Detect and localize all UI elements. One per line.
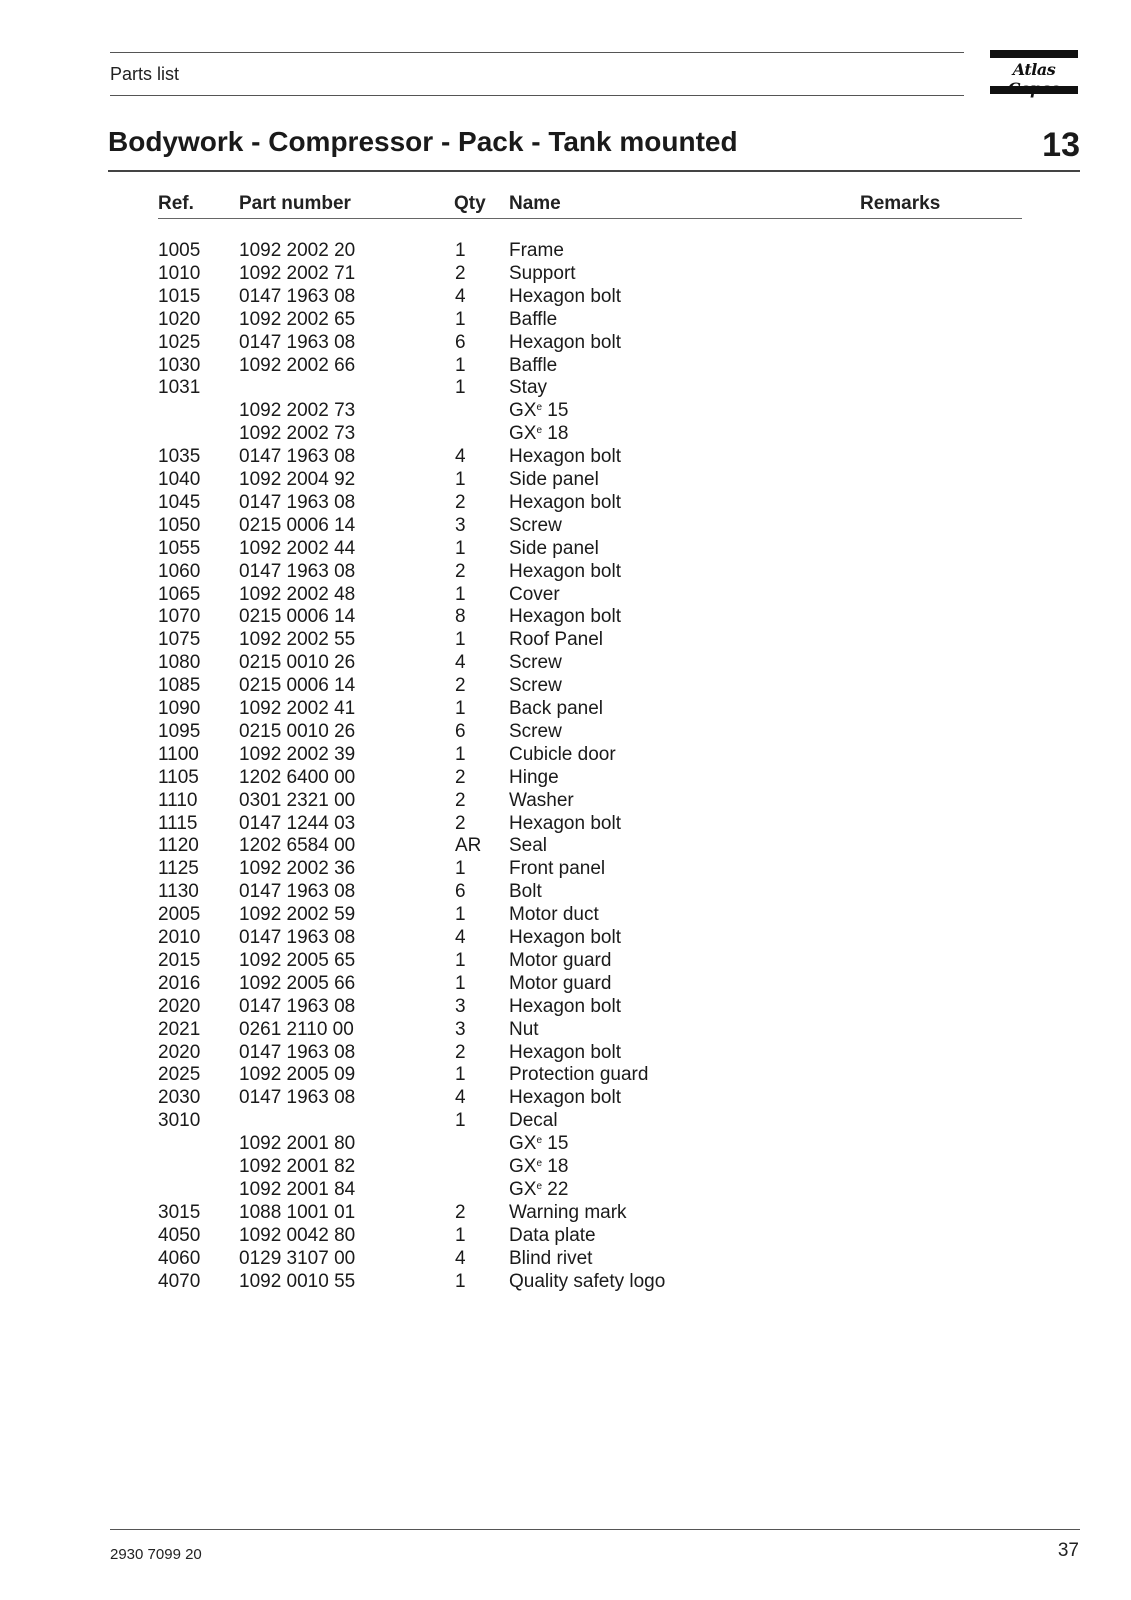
table-row: [0, 561, 1131, 584]
table-row: [0, 790, 1131, 813]
table-row: [0, 309, 1131, 332]
table-row: [0, 973, 1131, 996]
cell-name: [509, 973, 611, 995]
cell-name-text: GX: [509, 1133, 537, 1154]
cell-name-text: Screw: [509, 675, 562, 696]
cell-part-number: 0147 1963 08: [239, 332, 356, 353]
cell-name-text: Hexagon bolt: [509, 996, 621, 1017]
cell-part-number: 1092 2004 92: [239, 469, 356, 490]
cell-part-number: 0147 1963 08: [239, 286, 356, 307]
cell-ref: 1095: [158, 721, 201, 742]
cell-qty: 1: [455, 1271, 466, 1292]
cell-name: [509, 675, 562, 697]
cell-name: [509, 1019, 539, 1041]
cell-name-text: GX: [509, 1179, 537, 1200]
cell-name-text: Frame: [509, 240, 564, 261]
cell-part-number: 1092 2001 84: [239, 1179, 356, 1200]
cell-name: [509, 813, 621, 835]
cell-part-number: 0215 0006 14: [239, 675, 356, 696]
cell-qty: 1: [455, 904, 466, 925]
cell-qty: 4: [455, 927, 466, 948]
cell-ref: 1115: [158, 813, 198, 834]
cell-name-text: Stay: [509, 377, 548, 398]
cell-name: [509, 1133, 568, 1155]
cell-name-suffix: 15: [542, 1133, 569, 1154]
cell-ref: 1080: [158, 652, 201, 673]
cell-name-text: Hexagon bolt: [509, 813, 621, 834]
cell-ref: 2021: [158, 1019, 201, 1040]
cell-ref: 2025: [158, 1064, 201, 1085]
table-row: [0, 629, 1131, 652]
cell-name: [509, 1225, 596, 1247]
cell-ref: 4060: [158, 1248, 201, 1269]
cell-qty: 2: [455, 561, 466, 582]
cell-qty: 6: [455, 332, 466, 353]
table-row: [0, 377, 1131, 400]
cell-ref: 2020: [158, 996, 201, 1017]
table-row: [0, 400, 1131, 423]
cell-ref: 2015: [158, 950, 201, 971]
cell-name-text: Washer: [509, 790, 574, 811]
cell-part-number: 0147 1963 08: [239, 881, 356, 902]
table-row: [0, 813, 1131, 836]
cell-name-text: GX: [509, 400, 537, 421]
cell-part-number: 1092 2005 65: [239, 950, 356, 971]
cell-qty: 1: [455, 744, 466, 765]
cell-name-text: Back panel: [509, 698, 604, 719]
table-row: [0, 858, 1131, 881]
footer-page-number: 37: [1057, 1540, 1079, 1561]
table-row: [0, 263, 1131, 286]
cell-qty: 1: [455, 584, 466, 605]
cell-name: [509, 858, 605, 880]
header-label: Parts list: [110, 64, 180, 84]
cell-ref: 2020: [158, 1042, 201, 1063]
cell-qty: 4: [455, 446, 466, 467]
cell-qty: AR: [455, 835, 482, 856]
cell-ref: 1100: [158, 744, 199, 765]
cell-name-text: Quality safety logo: [509, 1271, 666, 1292]
table-row: [0, 1087, 1131, 1110]
footer-document-number: 2930 7099 20: [110, 1546, 202, 1563]
cell-name: [509, 1248, 592, 1270]
cell-ref: 1030: [158, 355, 201, 376]
cell-part-number: 1092 2002 44: [239, 538, 356, 559]
cell-name-text: Warning mark: [509, 1202, 627, 1223]
cell-name-superscript: e: [536, 1158, 543, 1169]
table-row: [0, 927, 1131, 950]
cell-name-text: Seal: [509, 835, 548, 856]
cell-name-text: Hexagon bolt: [509, 446, 621, 467]
cell-qty: 1: [455, 1064, 466, 1085]
table-row: [0, 446, 1131, 469]
cell-name-superscript: e: [536, 402, 543, 413]
cell-part-number: 1092 2002 41: [239, 698, 356, 719]
table-row: [0, 950, 1131, 973]
cell-qty: 1: [455, 950, 466, 971]
cell-name: [509, 1064, 648, 1086]
table-row: [0, 606, 1131, 629]
cell-name-text: Motor guard: [509, 950, 612, 971]
cell-ref: 1050: [158, 515, 201, 536]
cell-name-text: Side panel: [509, 469, 599, 490]
cell-ref: 2005: [158, 904, 201, 925]
cell-name: [509, 309, 557, 331]
cell-name-text: Hexagon bolt: [509, 1042, 621, 1063]
cell-name-text: Motor duct: [509, 904, 599, 925]
cell-qty: 1: [455, 469, 466, 490]
cell-part-number: 0147 1963 08: [239, 446, 356, 467]
cell-name: [509, 1271, 665, 1293]
cell-name: [509, 744, 616, 766]
cell-name: [509, 606, 621, 628]
cell-ref: 1090: [158, 698, 201, 719]
cell-qty: 4: [455, 1248, 466, 1269]
cell-name: [509, 423, 568, 445]
cell-ref: 1065: [158, 584, 201, 605]
cell-part-number: 0147 1963 08: [239, 996, 356, 1017]
cell-name: [509, 584, 560, 606]
cell-ref: 1025: [158, 332, 201, 353]
table-row: [0, 835, 1131, 858]
cell-ref: 1045: [158, 492, 201, 513]
cell-name: [509, 469, 599, 491]
cell-part-number: 1092 2002 73: [239, 423, 356, 444]
cell-qty: 1: [455, 1110, 466, 1131]
cell-name-text: Hexagon bolt: [509, 1087, 621, 1108]
cell-ref: 4050: [158, 1225, 201, 1246]
table-row: [0, 1225, 1131, 1248]
table-row: [0, 1179, 1131, 1202]
cell-name-text: Side panel: [509, 538, 599, 559]
cell-part-number: 1092 2002 55: [239, 629, 356, 650]
table-row: [0, 332, 1131, 355]
table-row: [0, 881, 1131, 904]
cell-name-suffix: 18: [542, 423, 569, 444]
table-row: [0, 584, 1131, 607]
cell-name: [509, 515, 562, 537]
col-header-name: Name: [509, 193, 561, 214]
logo-wordmark: Atlas: [1012, 60, 1056, 79]
table-header-rule: [158, 218, 1022, 219]
logo-bottom-bar: [990, 86, 1078, 94]
cell-name-text: Nut: [509, 1019, 539, 1040]
cell-ref: 1120: [158, 835, 199, 856]
cell-name: [509, 446, 621, 468]
atlas-copco-logo: [990, 50, 1078, 94]
table-row: [0, 286, 1131, 309]
cell-part-number: 0147 1963 08: [239, 1042, 356, 1063]
cell-name: [509, 790, 574, 812]
cell-qty: 1: [455, 355, 466, 376]
cell-name: [509, 286, 621, 308]
cell-part-number: 0215 0010 26: [239, 721, 356, 742]
cell-ref: 2010: [158, 927, 201, 948]
cell-name: [509, 629, 603, 651]
cell-qty: 4: [455, 286, 466, 307]
cell-name-text: Front panel: [509, 858, 606, 879]
cell-name-text: Cover: [509, 584, 560, 605]
cell-name-suffix: 22: [542, 1179, 569, 1200]
cell-qty: 2: [455, 492, 466, 513]
cell-qty: 6: [455, 881, 466, 902]
cell-ref: 3010: [158, 1110, 201, 1131]
cell-name: [509, 1110, 558, 1132]
cell-name: [509, 1042, 621, 1064]
section-number: 13: [1042, 126, 1080, 164]
cell-name-text: Screw: [509, 515, 562, 536]
cell-ref: 1040: [158, 469, 201, 490]
cell-part-number: 0129 3107 00: [239, 1248, 356, 1269]
cell-name: [509, 538, 599, 560]
cell-qty: 1: [455, 240, 466, 261]
table-row: [0, 904, 1131, 927]
cell-ref: 2016: [158, 973, 201, 994]
table-row: [0, 240, 1131, 263]
cell-name-superscript: e: [536, 425, 543, 436]
cell-name-text: Blind rivet: [509, 1248, 593, 1269]
cell-ref: 1085: [158, 675, 201, 696]
cell-qty: 2: [455, 813, 466, 834]
cell-name-text: Hexagon bolt: [509, 492, 621, 513]
cell-part-number: 0147 1963 08: [239, 561, 356, 582]
cell-part-number: 1092 2001 80: [239, 1133, 356, 1154]
cell-name-text: Bolt: [509, 881, 542, 902]
cell-name: [509, 1202, 627, 1224]
cell-ref: 4070: [158, 1271, 201, 1292]
cell-qty: 1: [455, 698, 466, 719]
cell-qty: 1: [455, 309, 466, 330]
cell-qty: 3: [455, 1019, 466, 1040]
cell-ref: 1015: [158, 286, 201, 307]
cell-name: [509, 927, 621, 949]
cell-ref: 3015: [158, 1202, 201, 1223]
cell-name-suffix: 15: [542, 400, 569, 421]
table-row: [0, 1156, 1131, 1179]
cell-qty: 1: [455, 538, 466, 559]
cell-name: [509, 355, 557, 377]
cell-name-suffix: 18: [542, 1156, 569, 1177]
cell-name-text: Hexagon bolt: [509, 927, 621, 948]
cell-part-number: 1092 2002 71: [239, 263, 356, 284]
cell-part-number: 0147 1963 08: [239, 1087, 356, 1108]
cell-name: [509, 652, 562, 674]
cell-qty: 1: [455, 629, 466, 650]
col-header-ref: Ref.: [158, 193, 194, 214]
table-row: [0, 1064, 1131, 1087]
table-row: [0, 767, 1131, 790]
cell-part-number: 0215 0006 14: [239, 515, 356, 536]
table-row: [0, 1110, 1131, 1133]
table-row: [0, 1248, 1131, 1271]
cell-part-number: 1088 1001 01: [239, 1202, 356, 1223]
cell-name-superscript: e: [536, 1135, 543, 1146]
cell-name-text: Screw: [509, 652, 562, 673]
cell-part-number: 1202 6400 00: [239, 767, 356, 788]
cell-ref: 1031: [158, 377, 201, 398]
cell-part-number: 1092 2002 48: [239, 584, 356, 605]
cell-ref: 1060: [158, 561, 201, 582]
logo-top-bar: [990, 50, 1078, 58]
cell-name-text: Data plate: [509, 1225, 596, 1246]
cell-name-text: Motor guard: [509, 973, 612, 994]
cell-part-number: 1092 2002 20: [239, 240, 356, 261]
cell-name-superscript: e: [536, 1181, 543, 1192]
cell-name-text: GX: [509, 1156, 537, 1177]
cell-qty: 8: [455, 606, 466, 627]
cell-part-number: 1092 2005 66: [239, 973, 356, 994]
page-title: Bodywork - Compressor - Pack - Tank mounted: [108, 126, 738, 157]
cell-name-text: Hexagon bolt: [509, 332, 621, 353]
cell-name-text: Decal: [509, 1110, 558, 1131]
cell-ref: 1130: [158, 881, 199, 902]
cell-name: [509, 240, 564, 262]
cell-part-number: 1092 2005 09: [239, 1064, 356, 1085]
table-row: [0, 538, 1131, 561]
cell-name-text: Hexagon bolt: [509, 561, 621, 582]
cell-name: [509, 1179, 568, 1201]
cell-name: [509, 377, 547, 399]
cell-part-number: 1092 2001 82: [239, 1156, 356, 1177]
cell-ref: 1035: [158, 446, 201, 467]
table-row: [0, 675, 1131, 698]
cell-name-text: Baffle: [509, 355, 558, 376]
col-header-part-number: Part number: [239, 193, 351, 214]
header-top-rule: [110, 52, 964, 53]
cell-name: [509, 492, 621, 514]
cell-name: [509, 996, 621, 1018]
table-row: [0, 469, 1131, 492]
cell-name-text: Roof Panel: [509, 629, 604, 650]
cell-name: [509, 400, 568, 422]
cell-qty: 6: [455, 721, 466, 742]
cell-ref: 1010: [158, 263, 201, 284]
cell-name: [509, 721, 562, 743]
title-rule: [108, 170, 1080, 172]
cell-name: [509, 767, 559, 789]
cell-qty: 2: [455, 767, 466, 788]
cell-name: [509, 904, 599, 926]
table-row: [0, 1133, 1131, 1156]
cell-part-number: 1092 2002 65: [239, 309, 356, 330]
cell-part-number: 0301 2321 00: [239, 790, 356, 811]
cell-qty: 2: [455, 790, 466, 811]
cell-name-text: Hinge: [509, 767, 559, 788]
cell-part-number: 0147 1963 08: [239, 492, 356, 513]
table-row: [0, 1019, 1131, 1042]
table-row: [0, 492, 1131, 515]
cell-ref: 1055: [158, 538, 201, 559]
cell-name: [509, 698, 603, 720]
table-row: [0, 721, 1131, 744]
table-row: [0, 698, 1131, 721]
cell-ref: 1005: [158, 240, 201, 261]
cell-part-number: 1092 2002 59: [239, 904, 356, 925]
cell-name-text: Cubicle door: [509, 744, 616, 765]
cell-name-text: Hexagon bolt: [509, 286, 621, 307]
cell-name-text: Hexagon bolt: [509, 606, 621, 627]
cell-ref: 1020: [158, 309, 201, 330]
cell-name-text: Baffle: [509, 309, 558, 330]
table-row: [0, 744, 1131, 767]
cell-qty: 1: [455, 858, 466, 879]
cell-part-number: 1092 0010 55: [239, 1271, 356, 1292]
table-row: [0, 1202, 1131, 1225]
cell-part-number: 1092 2002 36: [239, 858, 356, 879]
cell-qty: 1: [455, 377, 466, 398]
cell-part-number: 1202 6584 00: [239, 835, 356, 856]
cell-name: [509, 561, 621, 583]
cell-ref: 1075: [158, 629, 201, 650]
cell-qty: 2: [455, 675, 466, 696]
cell-name: [509, 263, 576, 285]
table-row: [0, 355, 1131, 378]
cell-name-text: Screw: [509, 721, 562, 742]
table-row: [0, 652, 1131, 675]
cell-part-number: 1092 2002 39: [239, 744, 356, 765]
table-row: [0, 423, 1131, 446]
table-row: [0, 1042, 1131, 1065]
cell-qty: 1: [455, 973, 466, 994]
cell-qty: 4: [455, 652, 466, 673]
cell-name: [509, 1156, 568, 1178]
cell-part-number: 1092 2002 66: [239, 355, 356, 376]
cell-name: [509, 881, 542, 903]
table-row: [0, 1271, 1131, 1294]
cell-qty: 1: [455, 1225, 466, 1246]
footer-rule: [110, 1529, 1080, 1530]
cell-ref: 1110: [158, 790, 198, 811]
cell-part-number: 0261 2110 00: [239, 1019, 354, 1040]
cell-name: [509, 1087, 621, 1109]
cell-part-number: 1092 0042 80: [239, 1225, 356, 1246]
cell-part-number: 1092 2002 73: [239, 400, 356, 421]
cell-name-text: Support: [509, 263, 576, 284]
cell-part-number: 0215 0010 26: [239, 652, 356, 673]
cell-name: [509, 835, 547, 857]
cell-ref: 1070: [158, 606, 201, 627]
cell-qty: 2: [455, 1202, 466, 1223]
cell-name: [509, 332, 621, 354]
cell-qty: 4: [455, 1087, 466, 1108]
cell-name-text: Protection guard: [509, 1064, 649, 1085]
cell-ref: 1105: [158, 767, 199, 788]
cell-part-number: 0147 1244 03: [239, 813, 356, 834]
cell-part-number: 0215 0006 14: [239, 606, 356, 627]
table-row: [0, 996, 1131, 1019]
cell-part-number: 0147 1963 08: [239, 927, 356, 948]
table-row: [0, 515, 1131, 538]
cell-ref: 1125: [158, 858, 199, 879]
cell-qty: 2: [455, 1042, 466, 1063]
header-bottom-rule: [110, 95, 964, 96]
cell-name-text: GX: [509, 423, 537, 444]
cell-name: [509, 950, 611, 972]
cell-qty: 2: [455, 263, 466, 284]
col-header-qty: Qty: [454, 193, 486, 214]
cell-ref: 2030: [158, 1087, 201, 1108]
cell-qty: 3: [455, 996, 466, 1017]
col-header-remarks: Remarks: [860, 193, 941, 214]
cell-qty: 3: [455, 515, 466, 536]
